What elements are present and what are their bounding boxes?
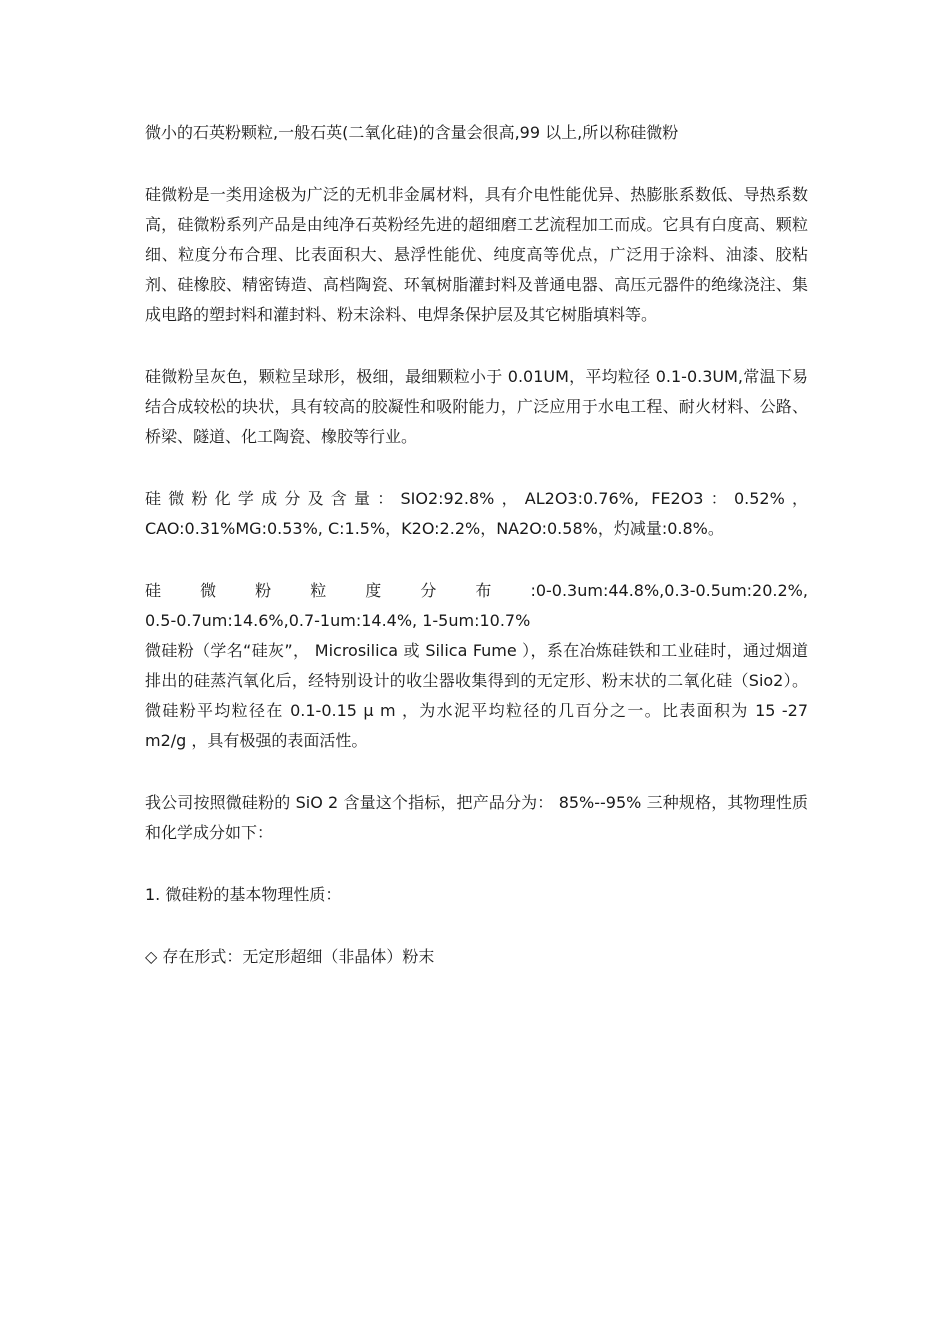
paragraph-chemical-composition: 硅微粉化学成分及含量：SIO2:92.8%，AL2O3:0.76%, FE2O3：0.52%，CAO:0.31%MG:0.53%, C:1.5%，K2O:2.2%，NA2O:0.58%，灼减量:0.8%。 xyxy=(145,489,808,538)
intro-paragraph: 微小的石英粉颗粒,一般石英(二氧化硅)的含量会很高,99 以上,所以称硅微粉 xyxy=(145,123,679,142)
label-char: 度 xyxy=(365,581,382,600)
document-body xyxy=(145,118,808,972)
label-char: 粉 xyxy=(255,581,272,600)
label-char: 布 xyxy=(475,581,492,600)
bullet-existence-form: ◇ 存在形式：无定形超细（非晶体）粉末 xyxy=(145,947,435,966)
distribution-values-tail: :0-0.3um:44.8%,0.3-0.5um:20.2%, xyxy=(530,581,808,600)
paragraph-microsilica-definition: 微硅粉（学名“硅灰”， Microsilica 或 Silica Fume ），系在冶炼硅铁和工业硅时，通过烟道排出的硅蒸汽氧化后，经特别设计的收尘器收集得到的无定形、粉末状的二氧化硅（Sio2）。微硅粉平均粒径在 0.1-0.15 μ m ，为水泥平均粒径的几百分之一。比表面积为 15 -27 m2/g ，具有极强的表面活性。 xyxy=(145,641,808,750)
particle-distribution-line-1 xyxy=(145,576,808,606)
paragraph-particle-distribution xyxy=(145,576,808,636)
label-char: 微 xyxy=(200,581,217,600)
label-char: 粒 xyxy=(310,581,327,600)
paragraph-properties: 硅微粉呈灰色，颗粒呈球形，极细，最细颗粒小于 0.01UM，平均粒径 0.1-0.3UM,常温下易结合成较松的块状，具有较高的胶凝性和吸附能力，广泛应用于水电工程、耐火材料、公路、桥梁、隧道、化工陶瓷、橡胶等行业。 xyxy=(145,367,808,446)
particle-distribution-line-2: 0.5-0.7um:14.6%,0.7-1um:14.4%, 1-5um:10.7% xyxy=(145,611,531,630)
section-heading-physical-properties: 1. 微硅粉的基本物理性质： xyxy=(145,885,342,904)
paragraph-product-grades: 我公司按照微硅粉的 SiO 2 含量这个指标，把产品分为： 85%--95% 三种规格，其物理性质和化学成分如下： xyxy=(145,793,808,842)
label-char: 分 xyxy=(420,581,437,600)
label-char: 硅 xyxy=(145,581,162,600)
paragraph-applications: 硅微粉是一类用途极为广泛的无机非金属材料，具有介电性能优异、热膨胀系数低、导热系数高，硅微粉系列产品是由纯净石英粉经先进的超细磨工艺流程加工而成。它具有白度高、颗粒细、粒度分布合理、比表面积大、悬浮性能优、纯度高等优点，广泛用于涂料、油漆、胶粘剂、硅橡胶、精密铸造、高档陶瓷、环氧树脂灌封料及普通电器、高压元器件的绝缘浇注、集成电路的塑封料和灌封料、粉末涂料、电焊条保护层及其它树脂填料等。 xyxy=(145,185,808,324)
